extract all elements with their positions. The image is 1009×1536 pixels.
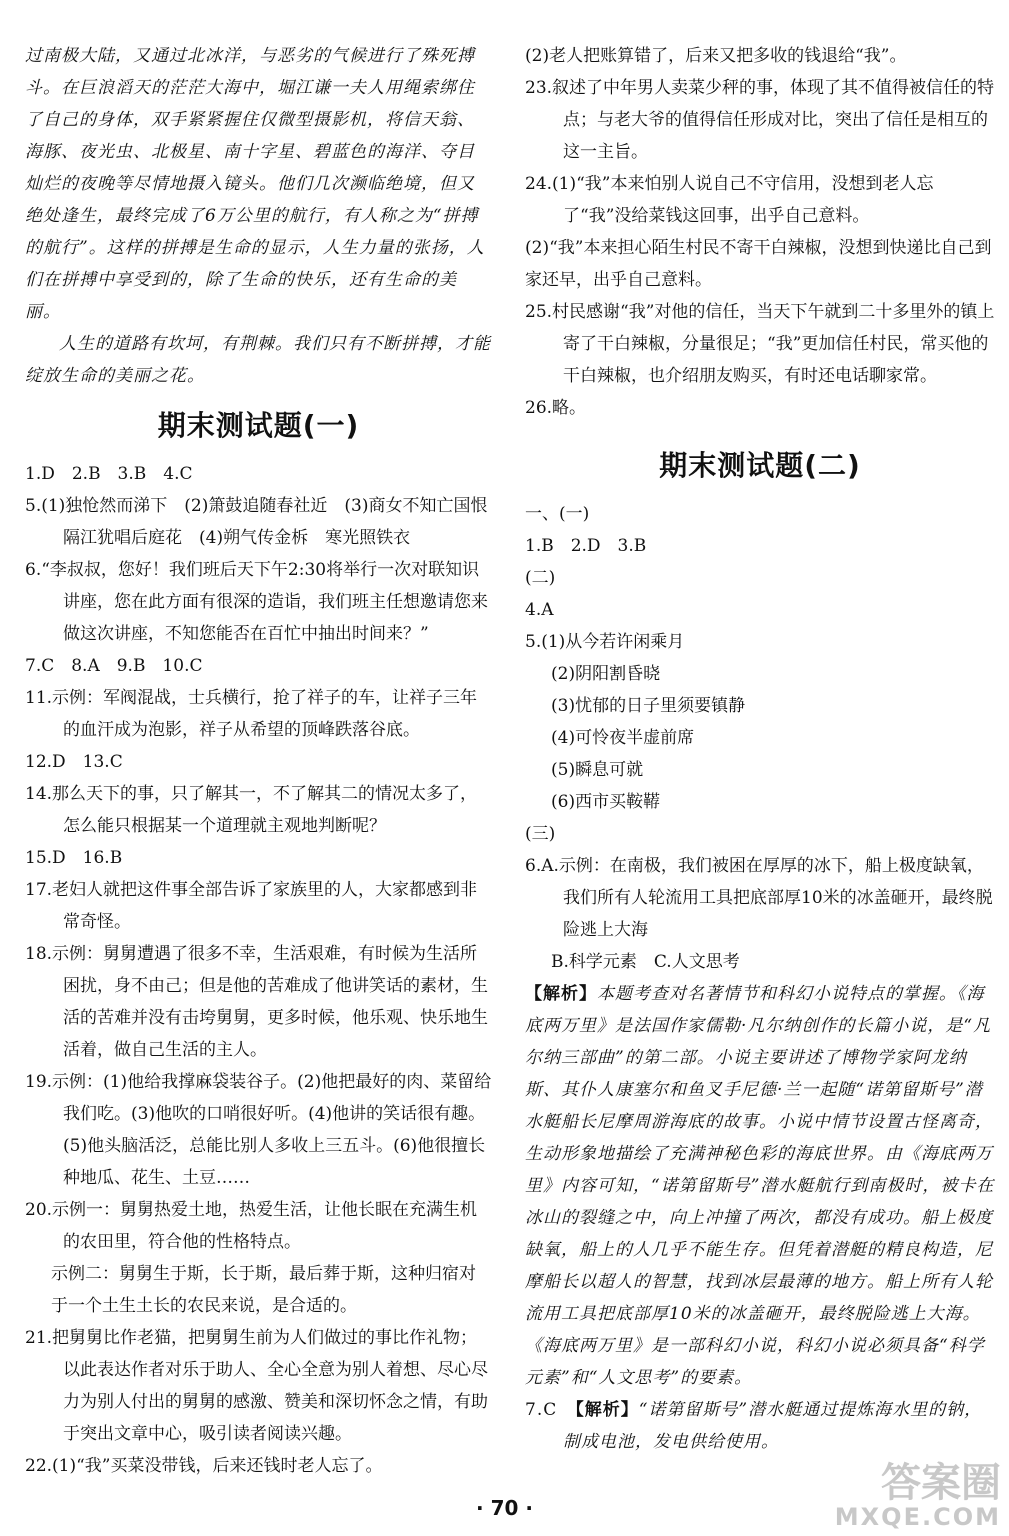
answer-item: 19.示例：(1)他给我撑麻袋装谷子。(2)他把最好的肉、菜留给我们吃。(3)他吹的口哨很好听。(4)他讲的笑话很有趣。(5)他头脑活泛，总能比别人多收上三五斗。(6)他很擅长种地瓜、花生、土豆…… — [25, 1072, 492, 1188]
answer-item: 7.C 8.A 9.B 10.C — [25, 656, 203, 676]
answer-item: (3)忧郁的日子里须要镇静 — [551, 696, 746, 716]
answer-item: 6.“李叔叔，您好！我们班后天下午2:30将举行一次对联知识讲座，您在此方面有很深的造诣，我们班主任想邀请您来做这次讲座，不知您能否在百忙中抽出时间来？” — [25, 560, 488, 644]
answer-item: 26.略。 — [525, 398, 587, 418]
answer-item: 24.(1)“我”本来怕别人说自己不守信用，没想到老人忘了“我”没给菜钱这回事，出乎自己意料。 — [525, 174, 934, 226]
answer-item: 5.(1)独怆然而涕下 (2)箫鼓追随春社近 (3)商女不知亡国恨 隔江犹唱后庭花 (4)朔气传金柝 寒光照铁衣 — [25, 496, 505, 548]
answer-item: (二) — [525, 568, 556, 588]
answer-item: 12.D 13.C — [25, 752, 123, 772]
answer-item: B.科学元素 C.人文思考 — [551, 952, 740, 972]
answer-item: 11.示例：军阀混战，士兵横行，抢了祥子的车，让祥子三年的血汗成为泡影，祥子从希望的顶峰跌落谷底。 — [25, 688, 478, 740]
answer-item: (6)西市买鞍鞯 — [551, 792, 661, 812]
answer-item: 25.村民感谢“我”对他的信任，当天下午就到二十多里外的镇上寄了干白辣椒，分量很足；“我”更加信任村民，常买他的干白辣椒，也介绍朋友购买，有时还电话聊家常。 — [525, 302, 995, 386]
answer-item: 6.A.示例：在南极，我们被困在厚厚的冰下，船上极度缺氧，我们所有人轮流用工具把底部厚10米的冰盖砸开，最终脱险逃上大海 — [525, 856, 993, 940]
answer-item: 18.示例：舅舅遭遇了很多不幸，生活艰难，有时候为生活所困扰，身不由己；但是他的苦难成了他讲笑话的素材，生活的苦难并没有击垮舅舅，更多时候，他乐观、快乐地生活着，做自己生活的主人。 — [25, 944, 488, 1060]
answer-item: 14.那么天下的事，只了解其一，不了解其二的情况太多了，怎么能只根据某一个道理就主观地判断呢？ — [25, 784, 478, 836]
answer-item: 一、(一) — [525, 504, 590, 524]
section-title-final-test-2: 期末测试题(二) — [659, 449, 861, 482]
answer-item: (2)阴阳割昏晓 — [551, 664, 661, 684]
answer-item: 22.(1)“我”买菜没带钱，后来还钱时老人忘了。 — [25, 1456, 383, 1476]
answer-item: 1.B 2.D 3.B — [525, 536, 647, 556]
page-number: · 70 · — [476, 1496, 533, 1520]
answer-item: (5)瞬息可就 — [551, 760, 644, 780]
answer-item: 20.示例一：舅舅热爱土地，热爱生活，让他长眠在充满生机的农田里，符合他的性格特点。 — [25, 1200, 478, 1252]
q7-analysis-label: 【解析】 — [575, 1400, 639, 1420]
essay-paragraph-1: 过南极大陆，又通过北冰洋，与恶劣的气候进行了殊死搏斗。在巨浪滔天的茫茫大海中，堀江谦一夫人用绳索绑住了自己的身体，双手紧紧握住仅微型摄影机，将信天翁、海豚、夜光虫、北极星、南十字星、碧蓝色的海洋、夺目灿烂的夜晚等尽情地摄入镜头。他们几次濒临绝境，但又绝处逢生，最终完成了6万公里的航行，有人称之为“拼搏的航行”。这样的拼搏是生命的显示，人生力量的张扬，人们在拼搏中享受到的，除了生命的快乐，还有生命的美丽。 — [25, 46, 485, 322]
watermark-logo: 答案圈 — [881, 1460, 1001, 1506]
answer-item: 21.把舅舅比作老猫，把舅舅生前为人们做过的事比作礼物；以此表达作者对乐于助人、全心全意为别人着想、尽心尽力为别人付出的舅舅的感激、赞美和深切怀念之情，有助于突出文章中心，吸引读者阅读兴趣。 — [25, 1328, 488, 1444]
right-column — [525, 40, 995, 1458]
answer-item: 17.老妇人就把这件事全部告诉了家族里的人，大家都感到非常奇怪。 — [25, 880, 478, 932]
analysis-label: 【解析】 — [525, 984, 597, 1004]
answer-item: (4)可怜夜半虚前席 — [551, 728, 695, 748]
answer-item: 1.D 2.B 3.B 4.C — [25, 464, 193, 484]
answer-item: 5.(1)从今若许闲乘月 — [525, 632, 685, 652]
left-column — [25, 40, 505, 1482]
answer-item: (三) — [525, 824, 556, 844]
answer-item: 15.D 16.B — [25, 848, 123, 868]
answer-item: (2)老人把账算错了，后来又把多收的钱退给“我”。 — [525, 46, 907, 66]
answer-item: (2)“我”本来担心陌生村民不寄干白辣椒，没想到快递比自己到家还早，出乎自己意料。 — [525, 238, 992, 290]
answer-item-7 — [525, 1394, 995, 1458]
q7-prefix: 7.C — [525, 1400, 576, 1420]
answer-item: 23.叙述了中年男人卖菜少秤的事，体现了其不值得被信任的特点；与老大爷的值得信任形成对比，突出了信任是相互的这一主旨。 — [525, 78, 995, 162]
watermark-url: MXQE.COM — [834, 1503, 1001, 1531]
analysis-text: 本题考查对名著情节和科幻小说特点的掌握。《海底两万里》是法国作家儒勒·凡尔纳创作的长篇小说，是“凡尔纳三部曲”的第二部。小说主要讲述了博物学家阿龙纳斯、其仆人康塞尔和鱼叉手尼德·兰一起随“诺第留斯号”潜水艇船长尼摩周游海底的故事。小说中情节设置古怪离奇，生动形象地描绘了充满神秘色彩的海底世界。由《海底两万里》内容可知，“诺第留斯号”潜水艇航行到南极时，被卡在冰山的裂缝之中，向上冲撞了两次，都没有成功。船上极度缺氧，船上的人几乎不能生存。但凭着潜艇的精良构造，尼摩船长以超人的智慧，找到冰层最薄的地方。船上所有人轮流用工具把底部厚10米的冰盖砸开，最终脱险逃上大海。《海底两万里》是一部科幻小说，科幻小说必须具备“科学元素”和“人文思考”的要素。 — [525, 984, 995, 1388]
watermark — [801, 1462, 1001, 1532]
answer-item: 示例二：舅舅生于斯，长于斯，最后葬于斯，这种归宿对于一个土生土长的农民来说，是合适的。 — [51, 1264, 476, 1316]
answer-item: 4.A — [525, 600, 554, 620]
analysis-paragraph — [525, 978, 995, 1394]
essay-paragraph-2: 人生的道路有坎坷，有荆棘。我们只有不断拼搏，才能绽放生命的美丽之花。 — [25, 334, 491, 386]
section-title-final-test-1: 期末测试题(一) — [157, 409, 360, 442]
q7-analysis-text: “诺第留斯号”潜水艇通过提炼海水里的钠，制成电池，发电供给使用。 — [563, 1400, 983, 1452]
